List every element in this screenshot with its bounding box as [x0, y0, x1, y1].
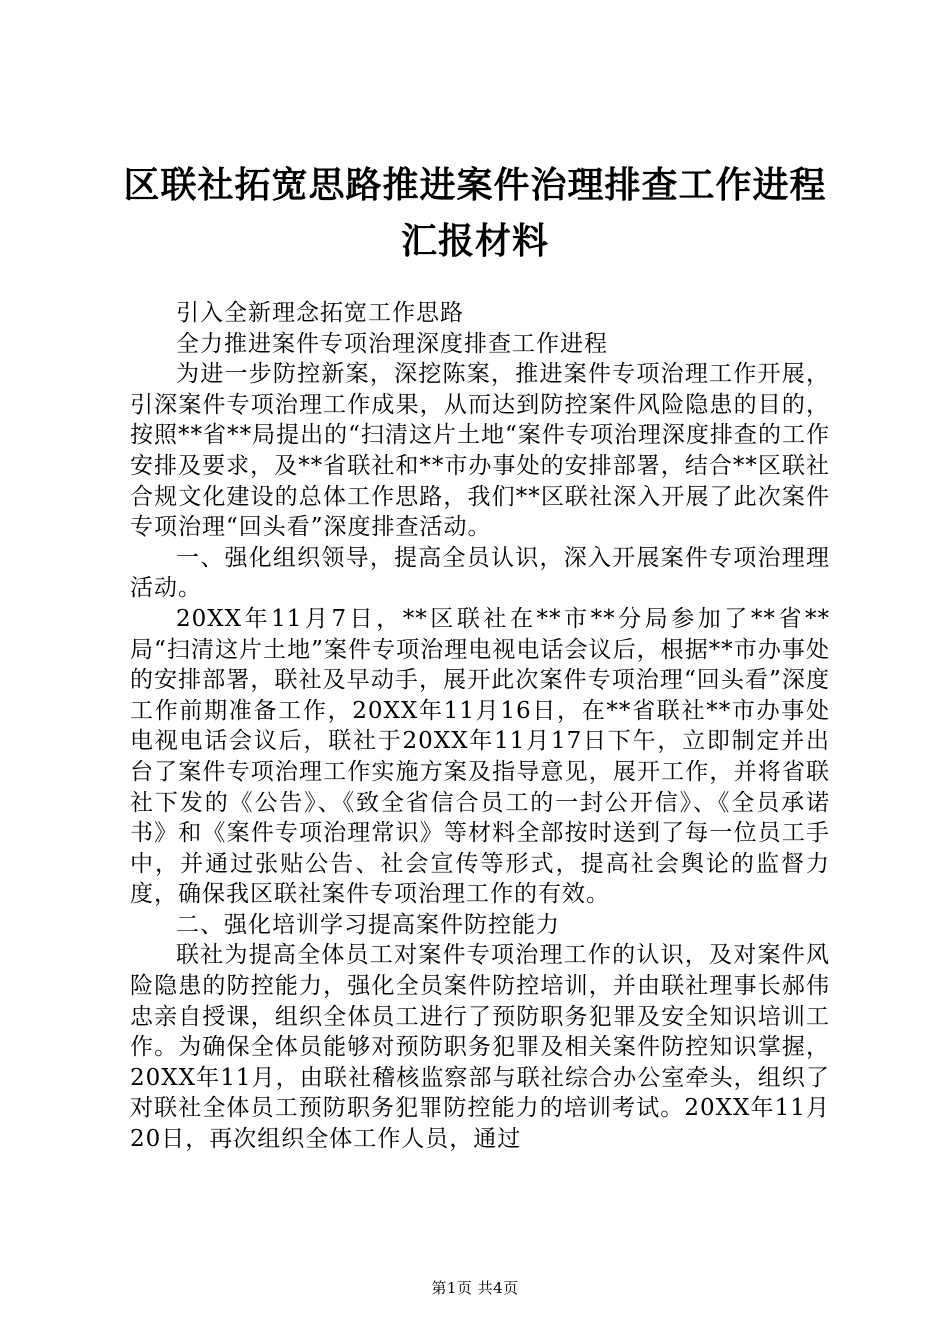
document-body: [130, 298, 830, 1155]
paragraph-section-2: 联社为提高全体员工对案件专项治理工作的认识，及对案件风险隐患的防控能力，强化全员案件防控培训，并由联社理事长郝伟忠亲自授课，组织全体员工进行了预防职务犯罪及安全知识培训工作。为确保全体员能够对预防职务犯罪及相关案件防控知识掌握，20XX年11月，由联社稽核监察部与联社综合办公室牵头，组织了对联社全体员工预防职务犯罪防控能力的培训考试。20XX年11月20日，再次组织全体工作人员，通过: [130, 942, 830, 1153]
document-title: 区联社拓宽思路推进案件治理排查工作进程汇报材料: [123, 165, 827, 262]
paragraph-intro: 为进一步防控新案，深挖陈案，推进案件专项治理工作开展，引深案件专项治理工作成果，从而达到防控案件风险隐患的目的，按照**省**局提出的“扫清这片土地“案件专项治理深度排查的工作安排及要求，及**省联社和**市办事处的安排部署，结合**区联社合规文化建设的总体工作思路，我们**区联社深入开展了此次案件专项治理“回头看”深度排查活动。: [130, 361, 830, 541]
section-heading-1: 一、强化组织领导，提高全员认识，深入开展案件专项治理理活动。: [130, 544, 830, 602]
paragraph-subtitle-2: 全力推进案件专项治理深度排查工作进程: [176, 330, 608, 357]
paragraph-subtitle-1: 引入全新理念拓宽工作思路: [176, 300, 464, 326]
page-number-footer: 第1页 共4页: [431, 1279, 519, 1297]
section-heading-2: 二、强化培训学习提高案件防控能力: [176, 911, 560, 938]
paragraph-section-1: 20XX年11月7日，**区联社在**市**分局参加了**省**局“扫清这片土地”案件专项治理电视电话会议后，根据**市办事处的安排部署，联社及早动手，展开此次案件专项治理“回头看”深度工作前期准备工作，20XX年11月16日，在**省联社**市办事处电视电话会议后，联社于20XX年11月17日下午，立即制定并出台了案件专项治理工作实施方案及指导意见，展开工作，并将省联社下发的《公告》、《致全省信合员工的一封公开信》、《全员承诺书》和《案件专项治理常识》等材料全部按时送到了每一位员工手中，并通过张贴公告、社会宣传等形式，提高社会舆论的监督力度，确保我区联社案件专项治理工作的有效。: [130, 605, 830, 908]
